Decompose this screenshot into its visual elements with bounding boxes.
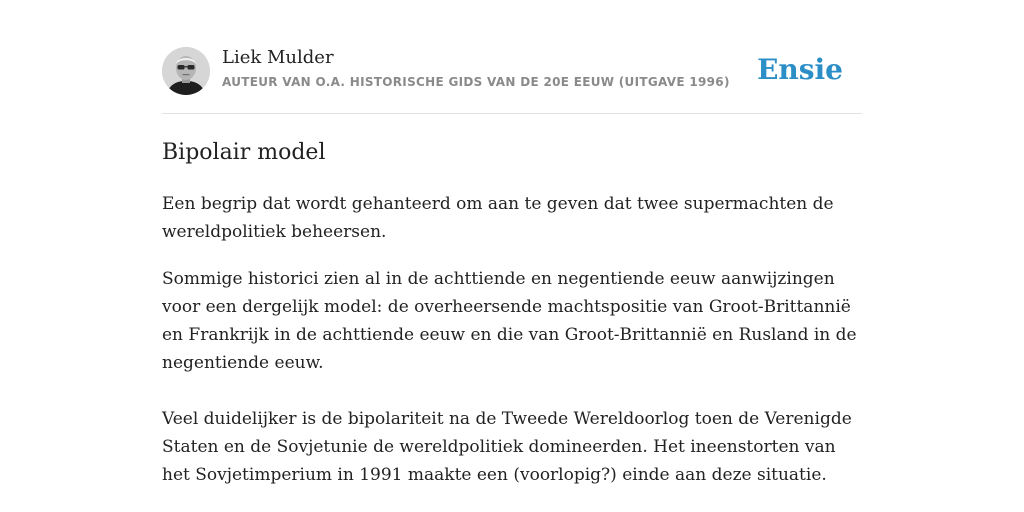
author-avatar[interactable] xyxy=(162,47,210,95)
article-paragraph: Veel duidelijker is de bipolariteit na de Tweede Wereldoorlog toen de Verenigde Staten en de Sovjetunie de wereldpolitiek domineerden. Het ineenstorten van het Sovjetimperium in 1991 maakte een (voorlopig?) einde aan deze situatie. xyxy=(162,409,852,485)
author-portrait-icon xyxy=(162,47,210,95)
ensie-logo[interactable]: Ensie xyxy=(757,53,843,86)
header-divider xyxy=(162,113,862,114)
article-paragraph: Een begrip dat wordt gehanteerd om aan te geven dat twee supermachten de wereldpolitiek beheersen. xyxy=(162,194,834,242)
article-title: Bipolair model xyxy=(162,140,326,165)
author-bio: AUTEUR VAN O.A. HISTORISCHE GIDS VAN DE 20E EEUW (UITGAVE 1996) xyxy=(222,75,730,89)
article-paragraph: Sommige historici zien al in de achttiende en negentiende eeuw aanwijzingen voor een dergelijk model: de overheersende machtspositie van Groot-Brittannië en Frankrijk in de achttiende eeuw en die van Groot-Brittannië en Rusland in de negentiende eeuw. xyxy=(162,269,857,373)
author-header xyxy=(162,46,862,96)
author-name[interactable]: Liek Mulder xyxy=(222,47,334,68)
article-body xyxy=(162,190,862,489)
